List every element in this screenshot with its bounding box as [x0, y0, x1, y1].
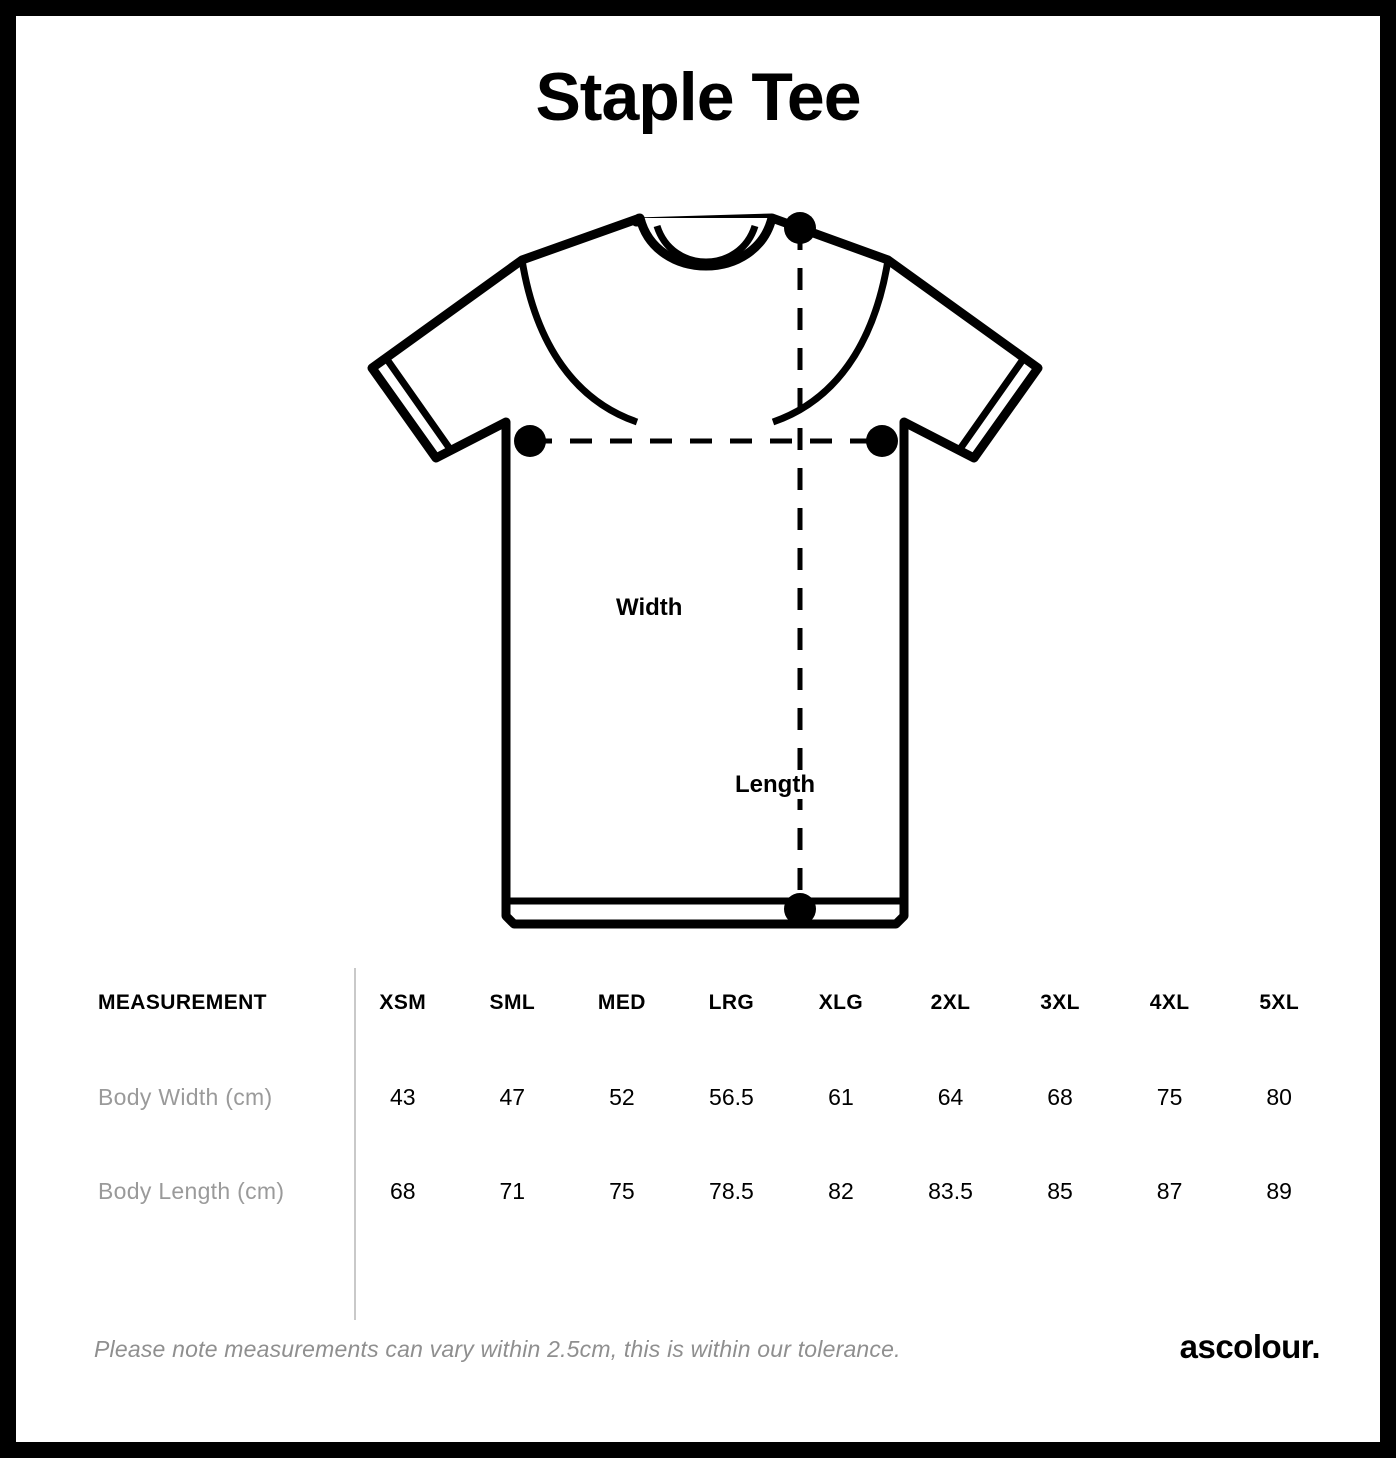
body-width-xsm: 43 [389, 1083, 416, 1110]
table-row [94, 1144, 1334, 1238]
size-header-5xl: 5XL [1259, 991, 1300, 1014]
size-chart-page [16, 16, 1380, 1442]
width-label: Width [608, 594, 690, 622]
body-length-sml: 71 [499, 1177, 526, 1204]
size-header-med: MED [597, 991, 646, 1014]
body-width-5xl: 80 [1266, 1083, 1292, 1110]
body-length-3xl: 85 [1047, 1177, 1073, 1204]
size-header-lrg: LRG [708, 991, 755, 1014]
body-width-xlg: 61 [828, 1083, 854, 1110]
size-header-sml: SML [489, 991, 536, 1014]
body-length-xlg: 82 [828, 1177, 854, 1204]
body-length-med: 75 [609, 1177, 635, 1204]
size-header-xlg: XLG [818, 991, 864, 1014]
row-label-body-width: Body Width (cm) [98, 1083, 273, 1110]
body-length-2xl: 83.5 [928, 1177, 973, 1204]
table-row [94, 1050, 1334, 1144]
size-header-xsm: XSM [379, 991, 427, 1014]
measurements-table [94, 956, 1334, 1238]
size-header-4xl: 4XL [1149, 991, 1190, 1014]
body-width-lrg: 56.5 [709, 1083, 754, 1110]
body-width-med: 52 [609, 1083, 635, 1110]
row-label-body-length: Body Length (cm) [98, 1177, 285, 1204]
body-width-2xl: 64 [937, 1083, 964, 1110]
body-width-3xl: 68 [1047, 1083, 1073, 1110]
size-header-2xl: 2XL [930, 991, 971, 1014]
body-width-sml: 47 [499, 1083, 526, 1110]
body-length-xsm: 68 [389, 1177, 416, 1204]
tolerance-note: Please note measurements can vary within 2.5cm, this is within our tolerance. [94, 1336, 901, 1362]
brand-logo: ascolour. [1179, 1328, 1320, 1365]
measurement-header: MEASUREMENT [98, 991, 267, 1014]
page-title: Staple Tee [535, 59, 861, 135]
size-header-3xl: 3XL [1040, 991, 1080, 1014]
length-label: Length [727, 771, 823, 799]
table-header-row [94, 956, 1334, 1050]
measurements-table-wrap [16, 956, 1380, 1238]
body-length-4xl: 87 [1156, 1177, 1183, 1204]
body-length-lrg: 78.5 [709, 1177, 754, 1204]
tshirt-illustration [16, 186, 1380, 946]
body-length-5xl: 89 [1266, 1177, 1292, 1204]
body-width-4xl: 75 [1156, 1083, 1183, 1110]
tshirt-diagram [16, 186, 1380, 946]
